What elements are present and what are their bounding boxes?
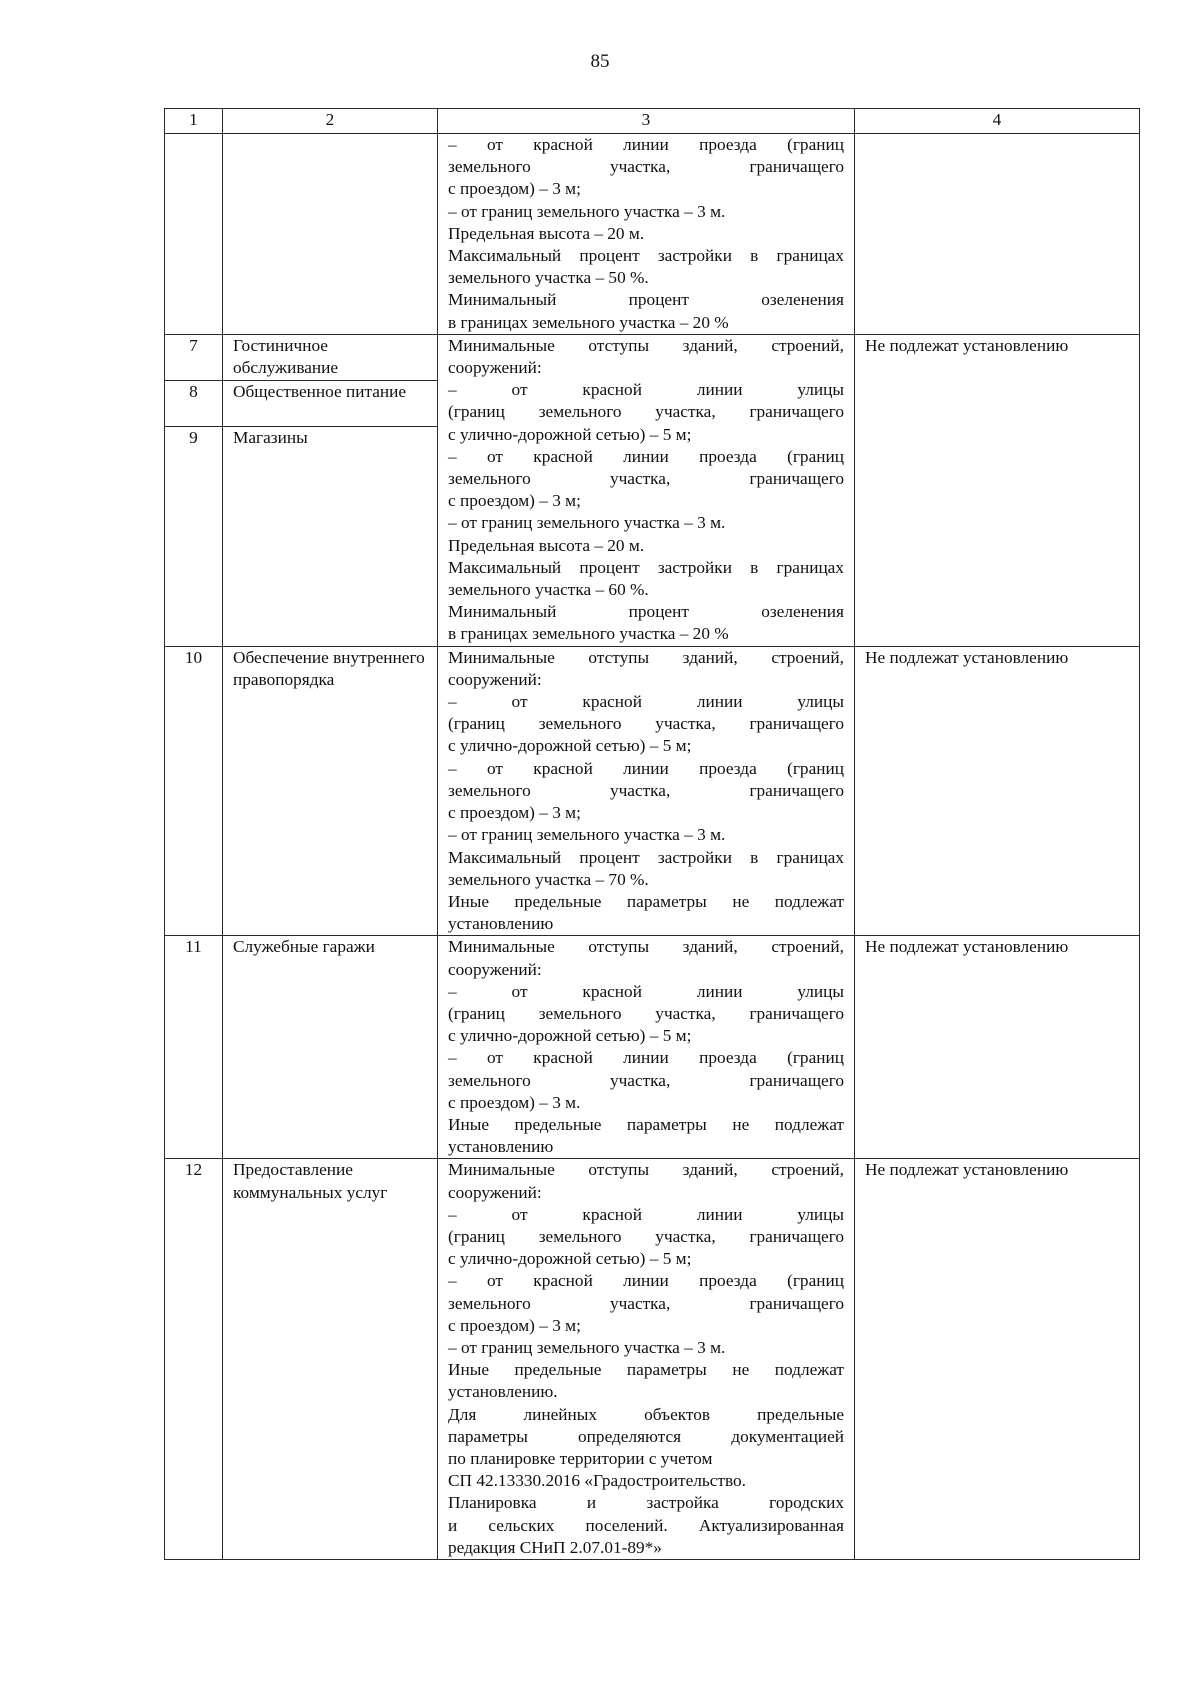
parameter-line: земельного участка, граничащего [448, 1070, 844, 1090]
parameter-line: с проездом) – 3 м; [448, 179, 581, 199]
parameter-line: – от красной линии проезда (границ [448, 135, 844, 154]
parameter-line: и сельских поселений. Актуализированная [448, 1515, 844, 1535]
use-type-name: Служебные гаражи [223, 936, 438, 1159]
parameter-line: земельного участка, граничащего [448, 469, 844, 489]
use-type-name: Предоставление коммунальных услуг [223, 1159, 438, 1560]
table-row-7 [165, 334, 1140, 380]
parameter-line: – от красной линии улицы [448, 1204, 844, 1224]
parameters-cell [438, 134, 855, 335]
parameter-line: Планировка и застройка городских [448, 1493, 844, 1513]
row-number: 12 [165, 1159, 223, 1560]
parameter-line: – от границ земельного участка – 3 м. [448, 1337, 726, 1357]
table-header-row [165, 109, 1140, 134]
parameter-line: Минимальные отступы зданий, строений, [448, 335, 844, 355]
parameter-line: Минимальные отступы зданий, строений, [448, 1160, 844, 1180]
header-cell-1: 1 [165, 109, 223, 134]
parameter-line: в границах земельного участка – 20 % [448, 312, 729, 332]
parameter-line: – от границ земельного участка – 3 м. [448, 825, 726, 845]
parameter-line: с улично-дорожной сетью) – 5 м; [448, 1249, 692, 1269]
parameter-line: земельного участка, граничащего [448, 780, 844, 800]
parameter-line: – от красной линии проезда (границ [448, 1048, 844, 1068]
parameter-line: – от красной линии улицы [448, 380, 844, 400]
parameter-line: (границ земельного участка, граничащего [448, 402, 844, 422]
use-type-name: Гостиничное обслуживание [223, 334, 438, 380]
parameter-line: в границах земельного участка – 20 % [448, 624, 729, 644]
parameter-line: Предельная высота – 20 м. [448, 223, 645, 243]
parameter-line: – от границ земельного участка – 3 м. [448, 201, 726, 221]
parameter-line: земельного участка – 50 %. [448, 268, 649, 288]
regulations-table [164, 108, 1140, 1560]
table-row-11 [165, 936, 1140, 1159]
parameters-cell [438, 936, 855, 1159]
parameter-line: – от красной линии проезда (границ [448, 1271, 844, 1291]
parameter-line: – от красной линии проезда (границ [448, 446, 844, 466]
parameter-line: Иные предельные параметры не подлежат [448, 1114, 844, 1134]
parameter-line: с улично-дорожной сетью) – 5 м; [448, 736, 692, 756]
parameter-line: сооружений: [448, 959, 542, 979]
parameter-line: установлению [448, 1137, 554, 1157]
parameter-line: Иные предельные параметры не подлежат [448, 1360, 844, 1380]
parameter-line: редакция СНиП 2.07.01-89*» [448, 1537, 662, 1557]
parameter-line: СП 42.13330.2016 «Градостроительство. [448, 1471, 746, 1491]
row-number: 11 [165, 936, 223, 1159]
parameter-line: с проездом) – 3 м; [448, 491, 581, 511]
parameter-line: установлению. [448, 1382, 558, 1402]
header-cell-2: 2 [223, 109, 438, 134]
parameter-line: земельного участка – 60 %. [448, 580, 649, 600]
parameters-cell [438, 646, 855, 936]
parameter-line: земельного участка – 70 %. [448, 869, 649, 889]
row-number: 8 [165, 380, 223, 426]
parameters-cell [438, 1159, 855, 1560]
parameter-line: земельного участка, граничащего [448, 157, 844, 177]
row-number: 9 [165, 426, 223, 646]
parameter-line: Минимальные отступы зданий, строений, [448, 937, 844, 957]
row-number: 7 [165, 334, 223, 380]
other-params-cell: Не подлежат установлению [855, 646, 1140, 936]
parameter-line: – от красной линии проезда (границ [448, 758, 844, 778]
parameter-line: с проездом) – 3 м. [448, 1092, 581, 1112]
parameter-line: Минимальные отступы зданий, строений, [448, 647, 844, 667]
parameter-line: – от красной линии улицы [448, 981, 844, 1001]
parameter-line: параметры определяются документацией [448, 1426, 844, 1446]
header-cell-3: 3 [438, 109, 855, 134]
parameter-line: (границ земельного участка, граничащего [448, 1003, 844, 1023]
table-row-12 [165, 1159, 1140, 1560]
name-cell [223, 134, 438, 335]
parameter-line: Максимальный процент застройки в границах [448, 246, 844, 266]
parameter-line: – от красной линии улицы [448, 692, 844, 712]
parameter-line: – от границ земельного участка – 3 м. [448, 513, 726, 533]
parameter-line: с проездом) – 3 м; [448, 803, 581, 823]
use-type-name: Общественное питание [223, 380, 438, 426]
num-cell [165, 134, 223, 335]
parameter-line: с проездом) – 3 м; [448, 1315, 581, 1335]
parameter-line: сооружений: [448, 1182, 542, 1202]
row-number: 10 [165, 646, 223, 936]
use-type-name: Обеспечение внутреннего правопорядка [223, 646, 438, 936]
page-number: 85 [590, 51, 610, 72]
table-row-continuation [165, 134, 1140, 335]
other-params-cell [855, 134, 1140, 335]
header-cell-4: 4 [855, 109, 1140, 134]
use-type-name: Магазины [223, 426, 438, 646]
other-params-cell: Не подлежат установлению [855, 1159, 1140, 1560]
parameter-line: земельного участка, граничащего [448, 1293, 844, 1313]
parameter-line: с улично-дорожной сетью) – 5 м; [448, 1026, 692, 1046]
parameter-line: Минимальный процент озеленения [448, 602, 844, 622]
parameter-line: Максимальный процент застройки в границах [448, 847, 844, 867]
parameters-cell [438, 334, 855, 646]
parameter-line: (границ земельного участка, граничащего [448, 1226, 844, 1246]
other-params-cell: Не подлежат установлению [855, 334, 1140, 646]
parameter-line: Иные предельные параметры не подлежат [448, 891, 844, 911]
parameter-line: Минимальный процент озеленения [448, 290, 844, 310]
parameter-line: сооружений: [448, 669, 542, 689]
parameter-line: Для линейных объектов предельные [448, 1404, 844, 1424]
parameter-line: Предельная высота – 20 м. [448, 535, 645, 555]
parameter-line: установлению [448, 914, 554, 934]
parameter-line: с улично-дорожной сетью) – 5 м; [448, 424, 692, 444]
other-params-cell: Не подлежат установлению [855, 936, 1140, 1159]
parameter-line: сооружений: [448, 358, 542, 378]
parameter-line: Максимальный процент застройки в границах [448, 557, 844, 577]
parameter-line: (границ земельного участка, граничащего [448, 714, 844, 734]
parameter-line: по планировке территории с учетом [448, 1448, 713, 1468]
table-row-10 [165, 646, 1140, 936]
